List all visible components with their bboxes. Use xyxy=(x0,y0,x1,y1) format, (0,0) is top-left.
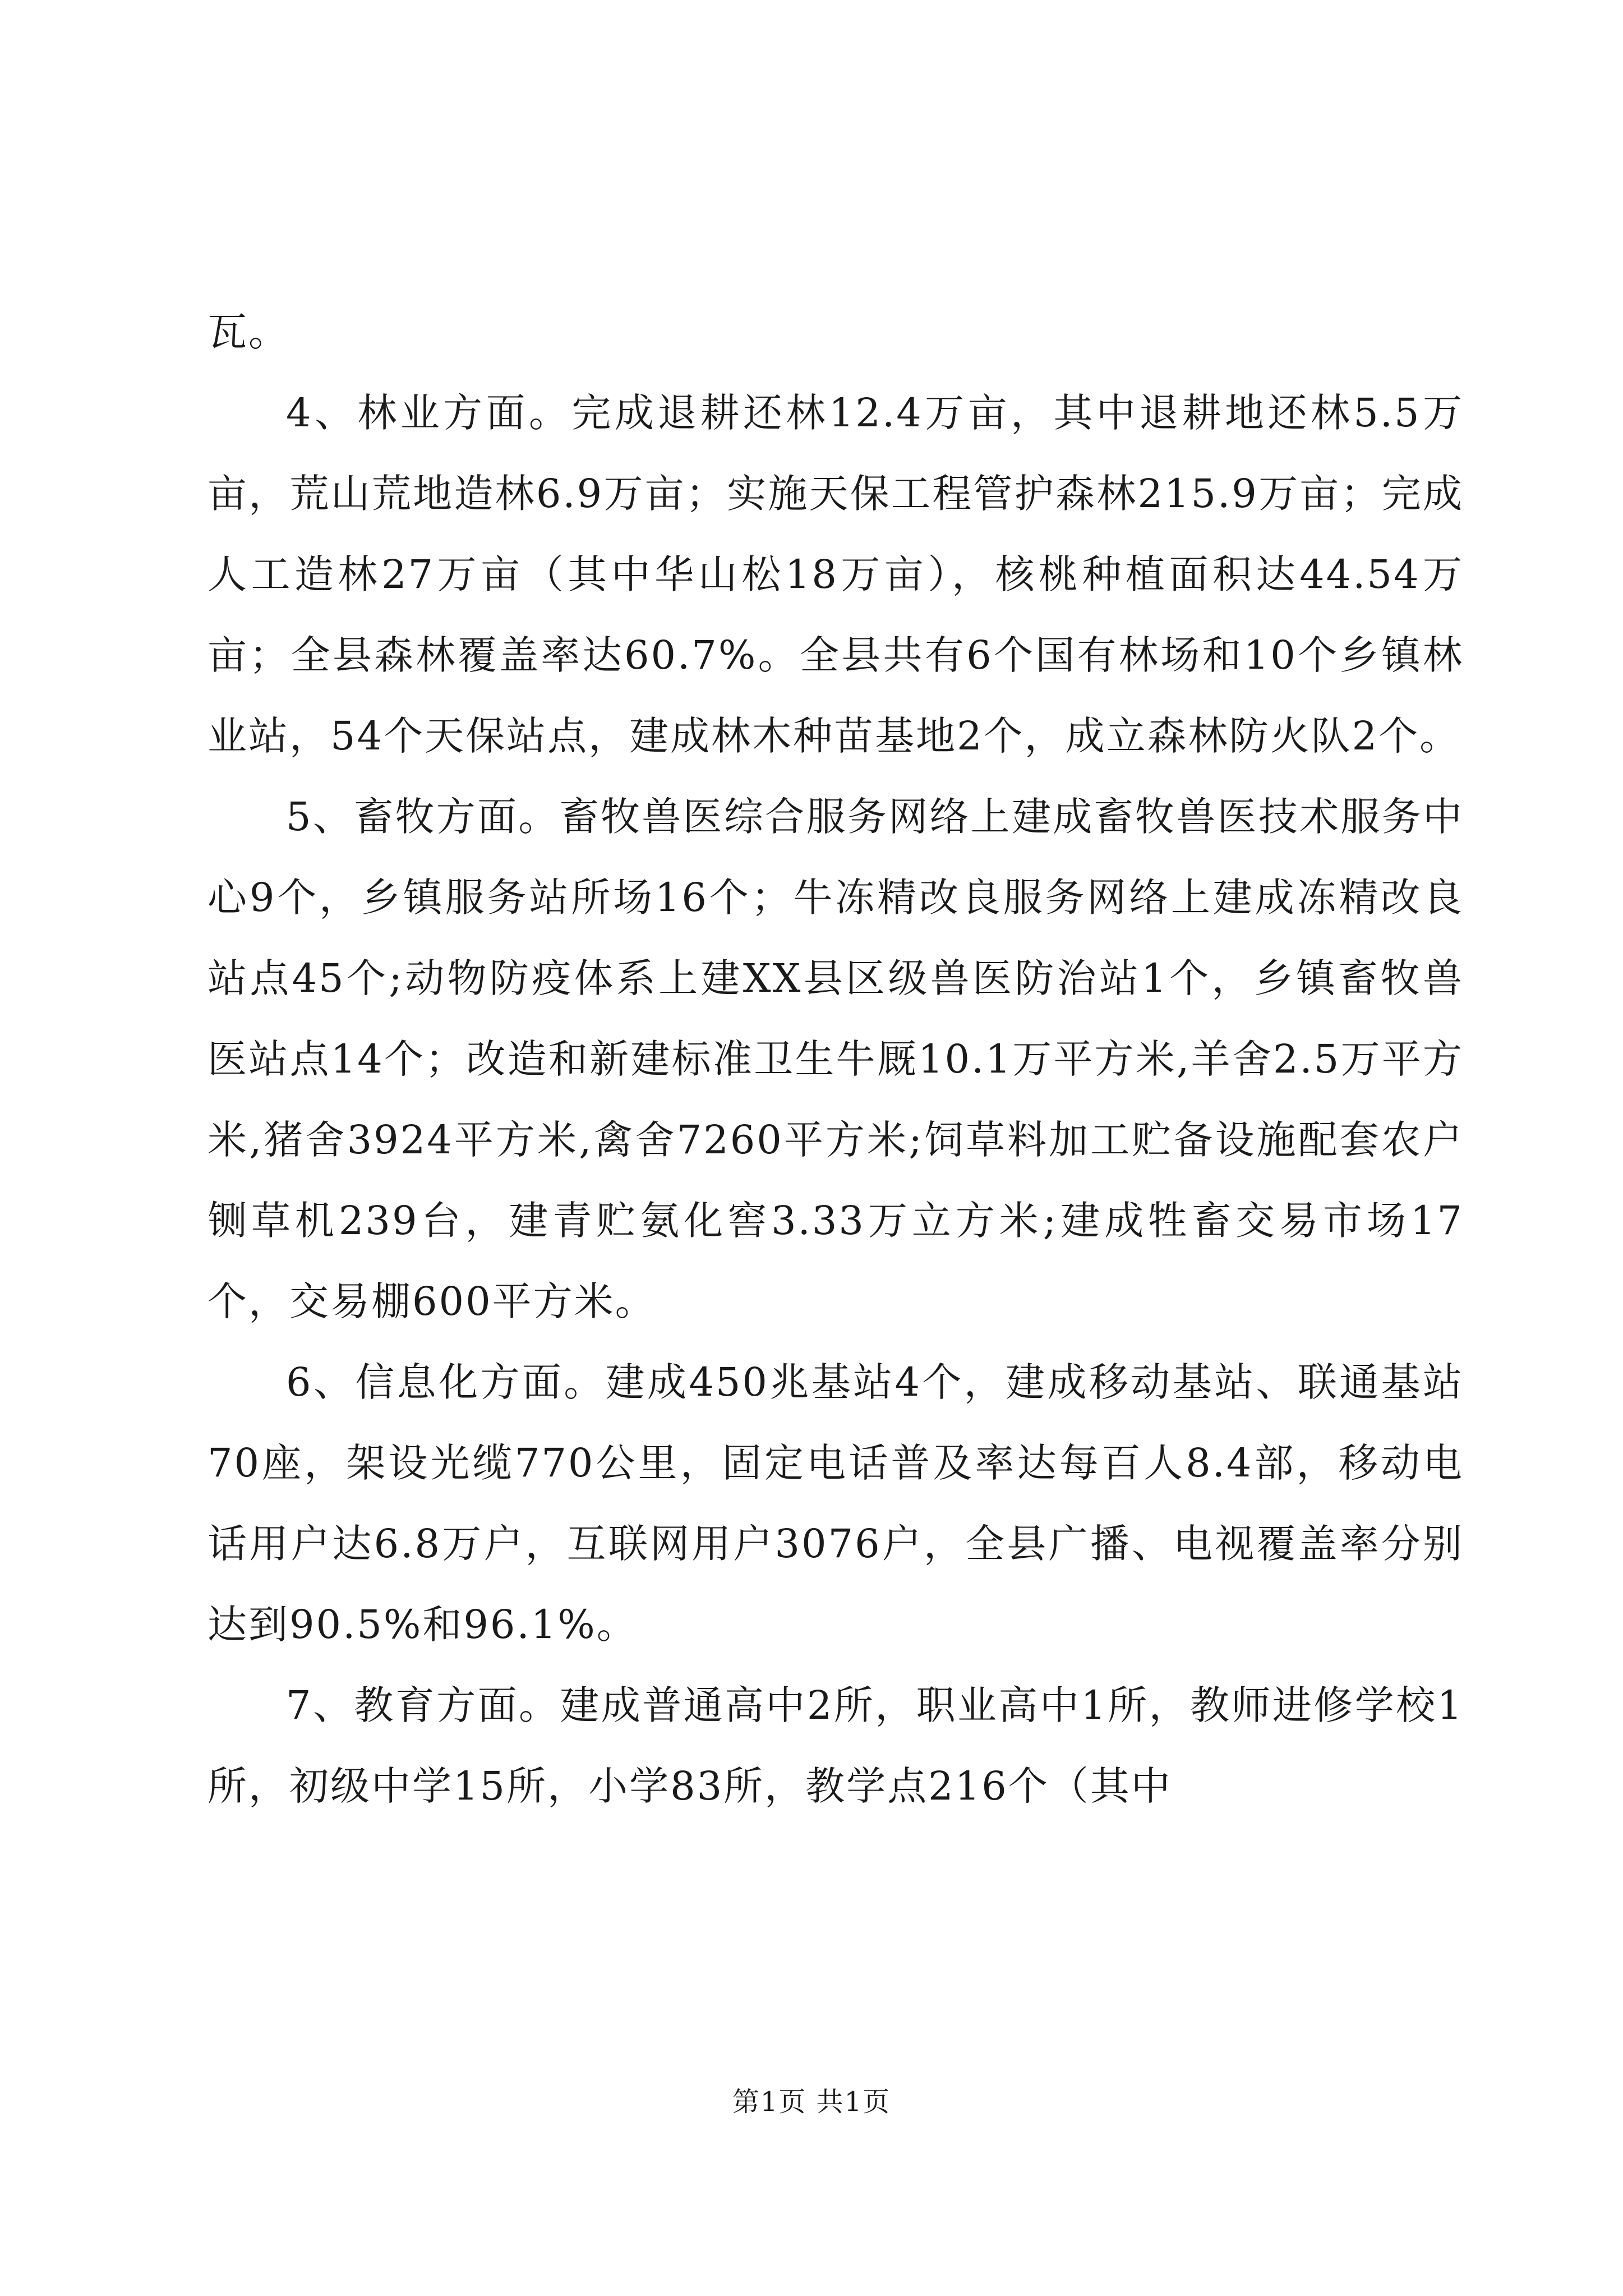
document-body xyxy=(208,292,1464,1826)
paragraph-forestry: 4、林业方面。完成退耕还林12.4万亩，其中退耕地还林5.5万亩，荒山荒地造林6.9万亩；实施天保工程管护森林215.9万亩；完成人工造林27万亩（其中华山松18万亩），核桃种植面积达44.54万亩；全县森林覆盖率达60.7%。全县共有6个国有林场和10个乡镇林业站，54个天保站点，建成林木种苗基地2个，成立森林防火队2个。 xyxy=(208,390,1464,759)
paragraph-education: 7、教育方面。建成普通高中2所，职业高中1所，教师进修学校1所，初级中学15所，小学83所，教学点216个（其中 xyxy=(208,1682,1464,1809)
paragraph-continuation: 瓦。 xyxy=(208,309,289,355)
paragraph-informatization: 6、信息化方面。建成450兆基站4个，建成移动基站、联通基站70座，架设光缆770公里，固定电话普及率达每百人8.4部，移动电话用户达6.8万户，互联网用户3076户，全县广播、电视覆盖率分别达到90.5%和96.1%。 xyxy=(208,1359,1464,1648)
paragraph-livestock: 5、畜牧方面。畜牧兽医综合服务网络上建成畜牧兽医技术服务中心9个，乡镇服务站所场16个；牛冻精改良服务网络上建成冻精改良站点45个;动物防疫体系上建XX县区级兽医防治站1个，乡镇畜牧兽医站点14个；改造和新建标准卫生牛厩10.1万平方米,羊舍2.5万平方米,猪舍3924平方米,禽舍7260平方米;饲草料加工贮备设施配套农户铡草机239台，建青贮氨化窖3.33万立方米;建成牲畜交易市场17个，交易棚600平方米。 xyxy=(208,794,1464,1324)
page-footer: 第1页 共1页 xyxy=(732,2086,891,2118)
